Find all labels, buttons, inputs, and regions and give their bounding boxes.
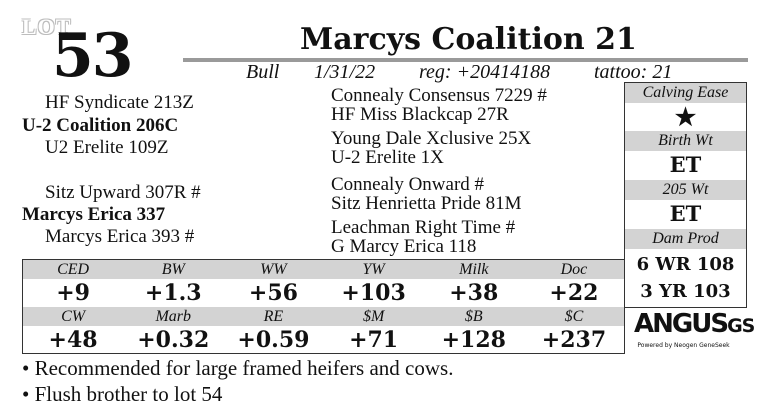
pedigree-right-4: U-2 Erelite 1X	[331, 147, 444, 168]
epd-value: +9	[56, 280, 90, 306]
animal-dob: 1/31/22	[314, 61, 376, 83]
epd-value: +71	[349, 327, 399, 353]
epd-value: +22	[549, 280, 599, 306]
pedigree-sire-sire: HF Syndicate 213Z	[45, 92, 194, 113]
pedigree-right-1: Connealy Consensus 7229 #	[331, 85, 547, 106]
epd-header: Marb	[155, 308, 192, 325]
epd-header: YW	[362, 261, 385, 278]
epd-header: Milk	[459, 261, 489, 278]
epd-value-row-2	[23, 326, 624, 354]
epd-value: +237	[541, 327, 607, 353]
star-icon: ★	[674, 102, 697, 131]
epd-value: +128	[441, 327, 506, 353]
dam-prod-wr: 6 WR 108	[636, 254, 735, 275]
epd-value: +38	[449, 280, 499, 306]
wt205-label: 205 Wt	[625, 180, 746, 200]
pedigree-right-7: Leachman Right Time #	[331, 217, 516, 238]
epd-header: $B	[464, 308, 483, 325]
calving-ease-label: Calving Ease	[625, 83, 746, 103]
epd-header-row-2	[23, 307, 624, 326]
pedigree-right-2: HF Miss Blackcap 27R	[331, 104, 509, 125]
birth-wt-value: ET	[669, 152, 702, 177]
pedigree-right-5: Connealy Onward #	[331, 174, 485, 195]
pedigree-dam: Marcys Erica 337	[22, 204, 166, 225]
lot-label: LOT	[22, 14, 72, 39]
epd-header: RE	[263, 308, 284, 325]
animal-name: Marcys Coalition 21	[300, 22, 637, 57]
epd-header: CW	[61, 308, 86, 325]
epd-header: $C	[564, 308, 584, 325]
pedigree-right-6: Sitz Henrietta Pride 81M	[331, 193, 522, 214]
angus-logo-suffix: GS	[727, 315, 755, 337]
epd-value: +56	[248, 280, 298, 306]
angus-logo-tagline: Powered by Neogen GeneSeek	[637, 342, 730, 349]
dam-prod-label: Dam Prod	[625, 229, 746, 249]
epd-value: +1.3	[144, 280, 202, 306]
angus-gs-logo	[634, 308, 755, 356]
epd-value: +0.59	[237, 327, 310, 353]
animal-sex: Bull	[246, 61, 280, 83]
epd-header: WW	[260, 261, 287, 278]
pedigree-sire: U-2 Coalition 206C	[22, 115, 179, 136]
dam-prod-yr: 3 YR 103	[640, 281, 731, 302]
note-1: • Recommended for large framed heifers and cows.	[22, 356, 454, 380]
epd-header: CED	[57, 261, 90, 278]
epd-value: +48	[48, 327, 98, 353]
birth-wt-label: Birth Wt	[625, 131, 746, 151]
pedigree-dam-dam: Marcys Erica 393 #	[45, 226, 195, 247]
angus-logo-main: ANGUS	[634, 309, 728, 339]
epd-header: Doc	[560, 261, 588, 278]
animal-tattoo: tattoo: 21	[594, 61, 673, 83]
epd-header-row-1	[23, 260, 624, 279]
wt205-value: ET	[669, 201, 702, 226]
calving-ease-value	[625, 103, 746, 132]
epd-header: $M	[362, 308, 385, 325]
pedigree-dam-sire: Sitz Upward 307R #	[45, 182, 201, 203]
note-2: • Flush brother to lot 54	[22, 382, 223, 406]
epd-value-row-1	[23, 279, 624, 307]
epd-value: +0.32	[137, 327, 210, 353]
epd-header: BW	[161, 261, 185, 278]
animal-reg: reg: +20414188	[419, 61, 551, 83]
pedigree-right-3: Young Dale Xclusive 25X	[331, 128, 532, 149]
lot-number: 53	[52, 21, 132, 91]
epd-table	[22, 259, 625, 354]
angus-logo-text	[634, 308, 755, 342]
pedigree-right-8: G Marcy Erica 118	[331, 236, 477, 257]
pedigree-sire-dam: U2 Erelite 109Z	[45, 137, 169, 158]
epd-value: +103	[341, 280, 406, 306]
